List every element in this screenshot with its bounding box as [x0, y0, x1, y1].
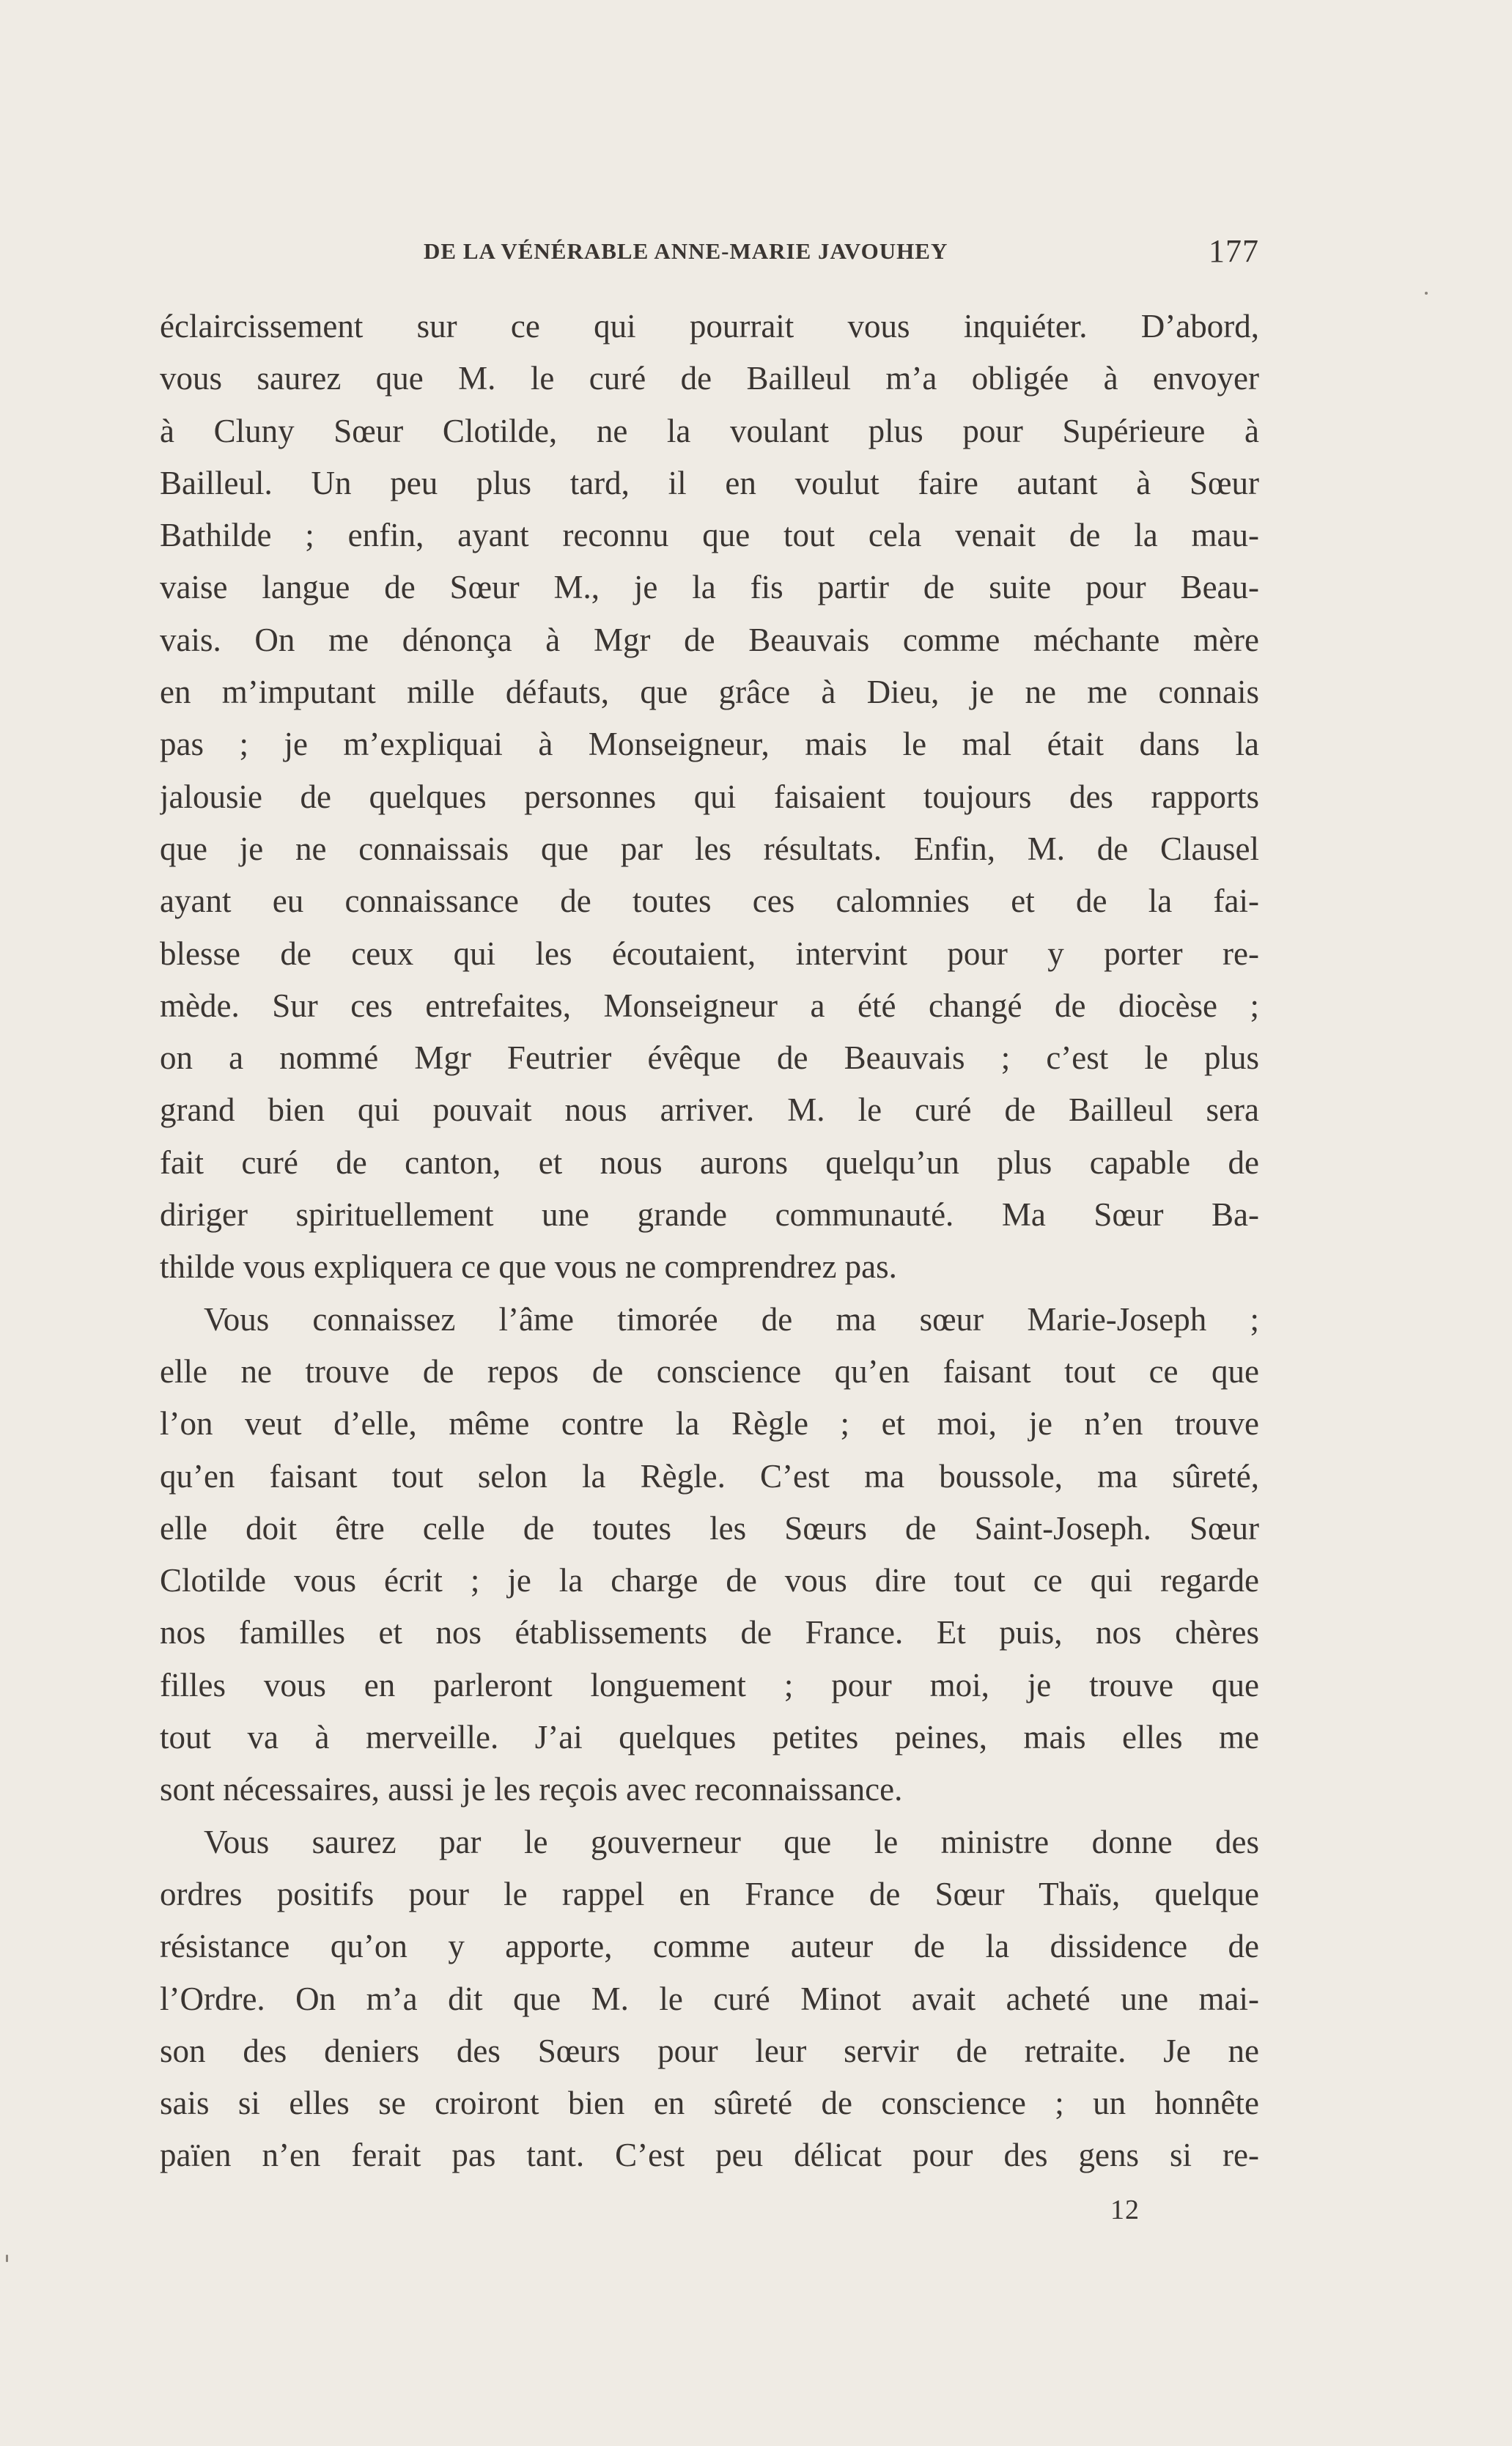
text-line: résistance qu’on y apporte, comme auteur de la dissidence de	[160, 1928, 1259, 1965]
text-line: on a nommé Mgr Feutrier évêque de Beauvais ; c’est le plus	[160, 1039, 1259, 1077]
text-line: en m’imputant mille défauts, que grâce à Dieu, je ne me connais	[160, 674, 1259, 711]
text-line: à Cluny Sœur Clotilde, ne la voulant plus pour Supérieure à	[160, 412, 1259, 449]
text-line: elle doit être celle de toutes les Sœurs de Saint-Joseph. Sœur	[160, 1509, 1259, 1547]
running-title: DE LA VÉNÉRABLE ANNE-MARIE JAVOUHEY	[424, 238, 948, 264]
text-line: vais. On me dénonça à Mgr de Beauvais comme méchante mère	[160, 621, 1259, 658]
paper-speck	[6, 2255, 8, 2262]
paragraph-start-line: Vous connaissez l’âme timorée de ma sœur Marie-Joseph ;	[204, 1300, 1259, 1338]
text-line: mède. Sur ces entrefaites, Monseigneur a été changé de diocèse ;	[160, 987, 1259, 1024]
text-line: fait curé de canton, et nous aurons quelqu’un plus capable de	[160, 1143, 1259, 1181]
text-line: qu’en faisant tout selon la Règle. C’est ma boussole, ma sûreté,	[160, 1457, 1259, 1495]
text-line: l’Ordre. On m’a dit que M. le curé Minot avait acheté une mai-	[160, 1980, 1259, 2017]
paragraph-start-line: Vous saurez par le gouverneur que le ministre donne des	[204, 1823, 1259, 1860]
text-line: que je ne connaissais que par les résultats. Enfin, M. de Clausel	[160, 830, 1259, 867]
text-line: elle ne trouve de repos de conscience qu’en faisant tout ce que	[160, 1352, 1259, 1390]
running-head	[160, 233, 1259, 270]
text-line: païen n’en ferait pas tant. C’est peu délicat pour des gens si re-	[160, 2137, 1259, 2174]
text-line: Bathilde ; enfin, ayant reconnu que tout cela venait de la mau-	[160, 517, 1259, 554]
text-line: grand bien qui pouvait nous arriver. M. le curé de Bailleul sera	[160, 1091, 1259, 1129]
text-line: tout va à merveille. J’ai quelques petites peines, mais elles me	[160, 1719, 1259, 1756]
text-line: son des deniers des Sœurs pour leur servir de retraite. Je ne	[160, 2032, 1259, 2069]
text-line: jalousie de quelques personnes qui faisaient toujours des rapports	[160, 778, 1259, 815]
text-line: nos familles et nos établissements de France. Et puis, nos chères	[160, 1614, 1259, 1651]
text-line: ordres positifs pour le rappel en France de Sœur Thaïs, quelque	[160, 1875, 1259, 1912]
text-line: diriger spirituellement une grande communauté. Ma Sœur Ba-	[160, 1196, 1259, 1234]
signature-mark: 12	[1110, 2195, 1140, 2225]
text-line: éclaircissement sur ce qui pourrait vous inquiéter. D’abord,	[160, 308, 1259, 345]
page-number: 177	[1209, 233, 1259, 269]
paragraph-end-line: thilde vous expliquera ce que vous ne comprendrez pas.	[160, 1248, 897, 1286]
text-line: filles vous en parleront longuement ; pour moi, je trouve que	[160, 1666, 1259, 1703]
body-text	[160, 301, 1259, 2182]
text-line: l’on veut d’elle, même contre la Règle ; et moi, je n’en trouve	[160, 1405, 1259, 1443]
text-line: Clotilde vous écrit ; je la charge de vous dire tout ce qui regarde	[160, 1562, 1259, 1599]
text-line: Bailleul. Un peu plus tard, il en voulut faire autant à Sœur	[160, 464, 1259, 501]
paper-speck	[1425, 292, 1428, 295]
text-line: ayant eu connaissance de toutes ces calomnies et de la fai-	[160, 883, 1259, 920]
text-line: pas ; je m’expliquai à Monseigneur, mais le mal était dans la	[160, 726, 1259, 763]
text-line: vous saurez que M. le curé de Bailleul m’a obligée à envoyer	[160, 360, 1259, 397]
text-line: sais si elles se croiront bien en sûreté de conscience ; un honnête	[160, 2085, 1259, 2122]
text-line: blesse de ceux qui les écoutaient, intervint pour y porter re-	[160, 935, 1259, 972]
paragraph-end-line: sont nécessaires, aussi je les reçois avec reconnaissance.	[160, 1771, 903, 1808]
text-line: vaise langue de Sœur M., je la fis partir de suite pour Beau-	[160, 569, 1259, 606]
